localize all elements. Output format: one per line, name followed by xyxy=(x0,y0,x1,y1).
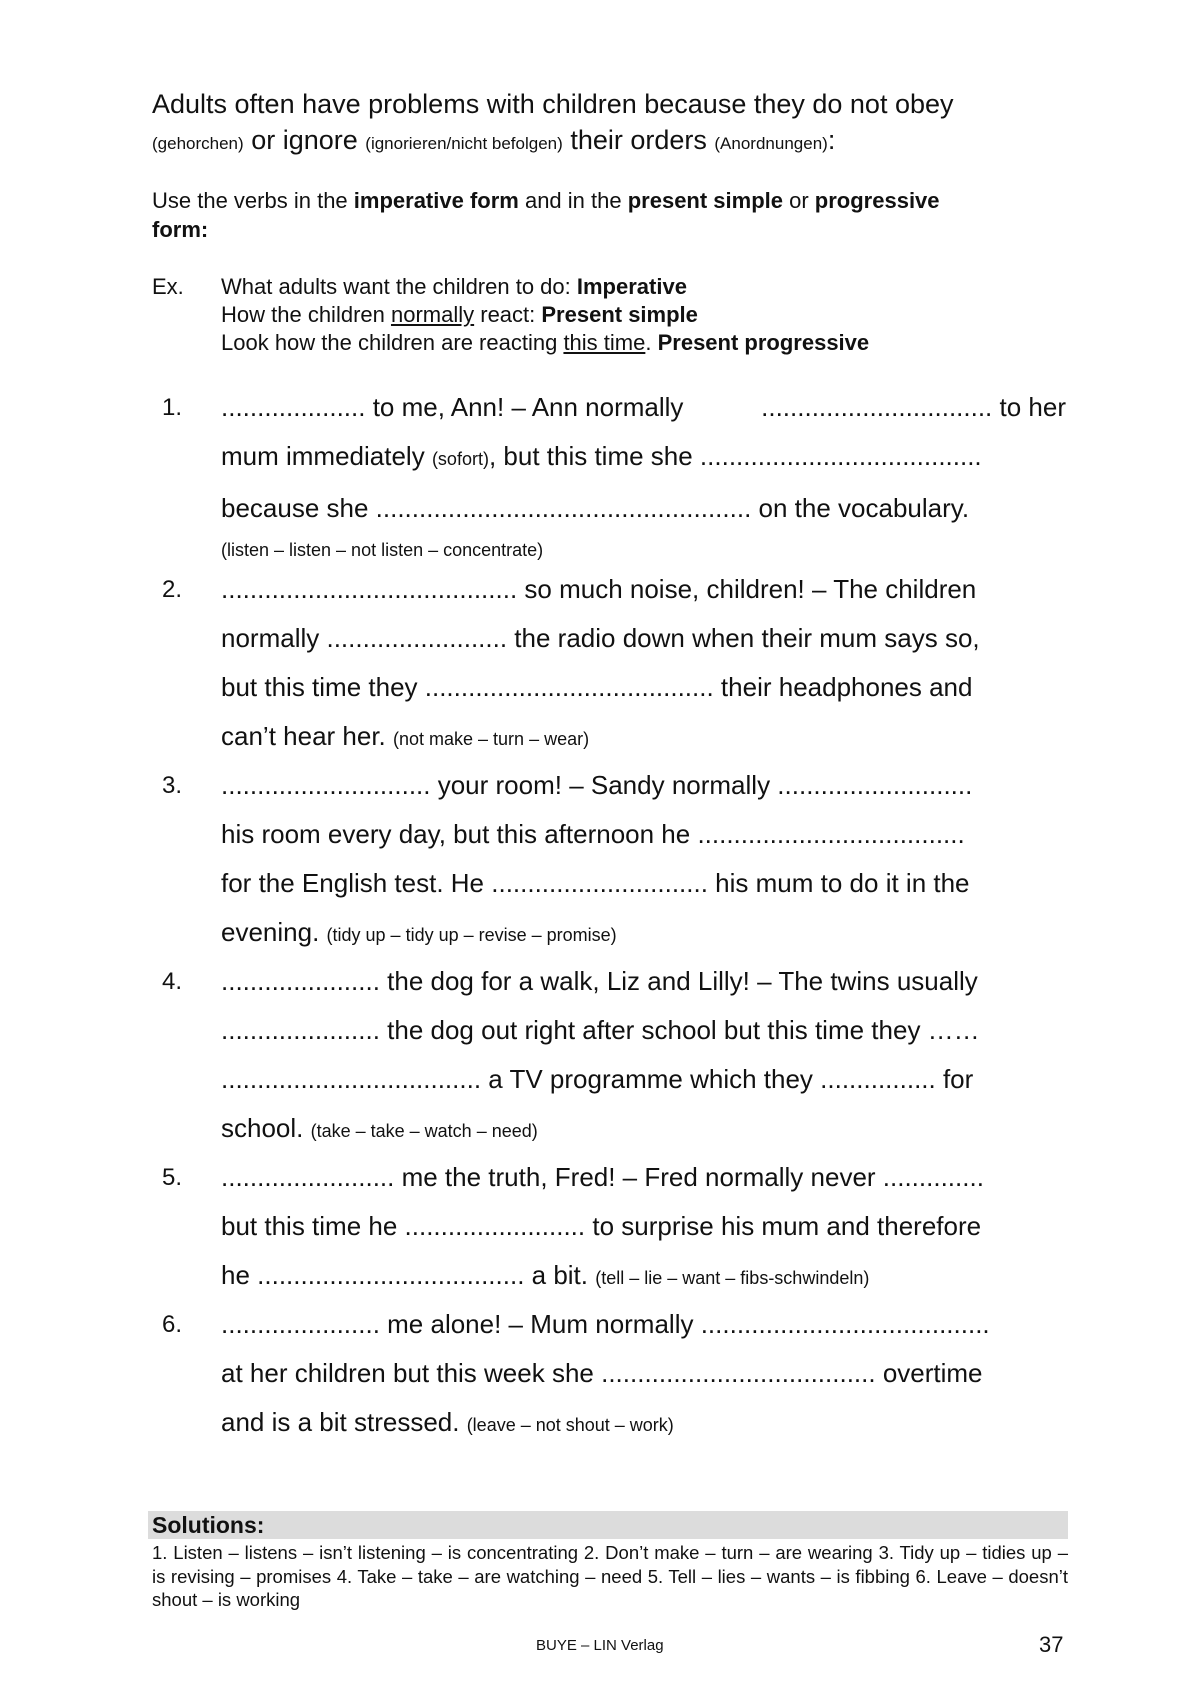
exercise-verbs: (tell – lie – want – fibs-schwindeln) xyxy=(595,1268,870,1288)
exercise-line: ............................. your room! – Sandy normally ........................... xyxy=(221,770,973,800)
exercise-line: ...................... the dog for a walk, Liz and Lilly! – The twins usually xyxy=(221,966,978,996)
example-lines xyxy=(221,273,869,357)
example-line3-underline: this time xyxy=(563,330,646,355)
exercise-number: 4. xyxy=(162,968,183,995)
exercise-text: ................................ to her xyxy=(761,392,1066,422)
intro-colon: : xyxy=(827,125,836,155)
example-line2-text: react: xyxy=(474,302,542,327)
exercise-line xyxy=(221,712,1066,764)
exercise-line: but this time they ........................................ their headphones and xyxy=(221,672,973,702)
exercise-number: 5. xyxy=(162,1164,183,1191)
exercise-body xyxy=(221,1153,1066,1303)
example-line1-text: What adults want the children to do: xyxy=(221,274,577,299)
example-line3-text: . xyxy=(645,330,658,355)
exercise-line xyxy=(221,1398,1066,1450)
exercise-number: 1. xyxy=(162,394,183,421)
exercise-text: can’t hear her. xyxy=(221,721,393,751)
exercise-text: and is a bit stressed. xyxy=(221,1407,467,1437)
exercise-line: ........................ me the truth, Fred! – Fred normally never .............. xyxy=(221,1162,984,1192)
exercise-line: at her children but this week she ...................................... overtime xyxy=(221,1358,983,1388)
exercise-line: ...................... me alone! – Mum normally ........................................ xyxy=(221,1309,990,1339)
example-line3-text: Look how the children are reacting xyxy=(221,330,564,355)
exercise-verbs: (take – take – watch – need) xyxy=(310,1121,538,1141)
exercise-text: .................... to me, Ann! – Ann normally xyxy=(221,392,684,422)
exercise-number: 6. xyxy=(162,1311,183,1338)
example-line2-underline: normally xyxy=(390,302,475,327)
exercise-text: evening. xyxy=(221,917,327,947)
exercise-line: ...................... the dog out right after school but this time they …… xyxy=(221,1015,980,1045)
exercise-line: .................................... a TV programme which they ................ for xyxy=(221,1064,974,1094)
exercise-verbs: (listen – listen – not listen – concentrate) xyxy=(221,540,544,560)
intro-gloss-gehorchen: (gehorchen) xyxy=(152,134,244,153)
exercise-number: 2. xyxy=(162,576,183,603)
instruction-text: and in the xyxy=(518,188,628,213)
exercise-line: but this time he ......................... to surprise his mum and therefore xyxy=(221,1211,982,1241)
exercise-body xyxy=(221,957,1066,1156)
instruction-text: or xyxy=(783,188,815,213)
publisher-footer: BUYE – LIN Verlag xyxy=(536,1637,664,1654)
instruction-bold-form: form: xyxy=(152,217,209,242)
exercise-line: for the English test. He .............................. his mum to do it in the xyxy=(221,868,970,898)
solutions-heading: Solutions: xyxy=(148,1511,1068,1539)
exercise-line xyxy=(221,432,1066,484)
exercise-gloss: (sofort) xyxy=(431,449,489,469)
exercise-text: he ..................................... a bit. xyxy=(221,1260,596,1290)
example-line2-bold: Present simple xyxy=(541,302,698,327)
exercise-text: school. xyxy=(221,1113,311,1143)
exercise-body xyxy=(221,565,1066,764)
instruction-bold-present-simple: present simple xyxy=(627,188,783,213)
instruction xyxy=(152,186,1072,244)
instruction-bold-imperative: imperative form xyxy=(353,188,519,213)
exercise-body xyxy=(221,761,1066,960)
exercise-text: , but this time she ....................................... xyxy=(488,441,982,471)
example-label: Ex. xyxy=(152,274,184,299)
exercise-text: mum immediately xyxy=(221,441,432,471)
intro-paragraph xyxy=(152,86,1072,162)
intro-text: Adults often have problems with children because they do not obey xyxy=(152,89,954,119)
intro-text-orders: their orders xyxy=(570,125,707,155)
solutions-text: 1. Listen – listens – isn’t listening – is concentrating 2. Don’t make – turn – are wearing 3. Tidy up – tidies up – is revising – promises 4. Take – take – are watching – need 5. Tell – lies – wants – is fibbing 6. Leave – doesn’t shout – is working xyxy=(152,1542,1068,1610)
exercise-verbs: (tidy up – tidy up – revise – promise) xyxy=(326,925,617,945)
instruction-bold-progressive: progressive xyxy=(814,188,940,213)
exercise-verbs: (leave – not shout – work) xyxy=(466,1415,674,1435)
exercise-line xyxy=(221,1251,1066,1303)
exercise-body xyxy=(221,1300,1066,1450)
exercise-body xyxy=(221,383,1066,567)
exercise-line: normally ......................... the radio down when their mum says so, xyxy=(221,623,980,653)
exercise-line xyxy=(221,383,1066,432)
exercise-line xyxy=(221,908,1066,960)
intro-gloss-anordnungen: (Anordnungen) xyxy=(714,134,828,153)
example-line1-bold: Imperative xyxy=(576,274,687,299)
exercise-line: ......................................... so much noise, children! – The children xyxy=(221,574,977,604)
exercise-verbs: (not make – turn – wear) xyxy=(393,729,590,749)
exercise-line xyxy=(221,1104,1066,1156)
instruction-text: Use the verbs in the xyxy=(152,188,354,213)
example-line3-bold: Present progressive xyxy=(657,330,870,355)
page-number: 37 xyxy=(1039,1632,1064,1657)
intro-gloss-ignorieren: (ignorieren/nicht befolgen) xyxy=(365,134,563,153)
exercise-number: 3. xyxy=(162,772,183,799)
intro-text-ignore: or ignore xyxy=(251,125,358,155)
exercise-line: his room every day, but this afternoon he ..................................... xyxy=(221,819,965,849)
example-line2-text: How the children xyxy=(221,302,391,327)
exercise-line: because she .................................................... on the vocabulary. xyxy=(221,493,970,523)
